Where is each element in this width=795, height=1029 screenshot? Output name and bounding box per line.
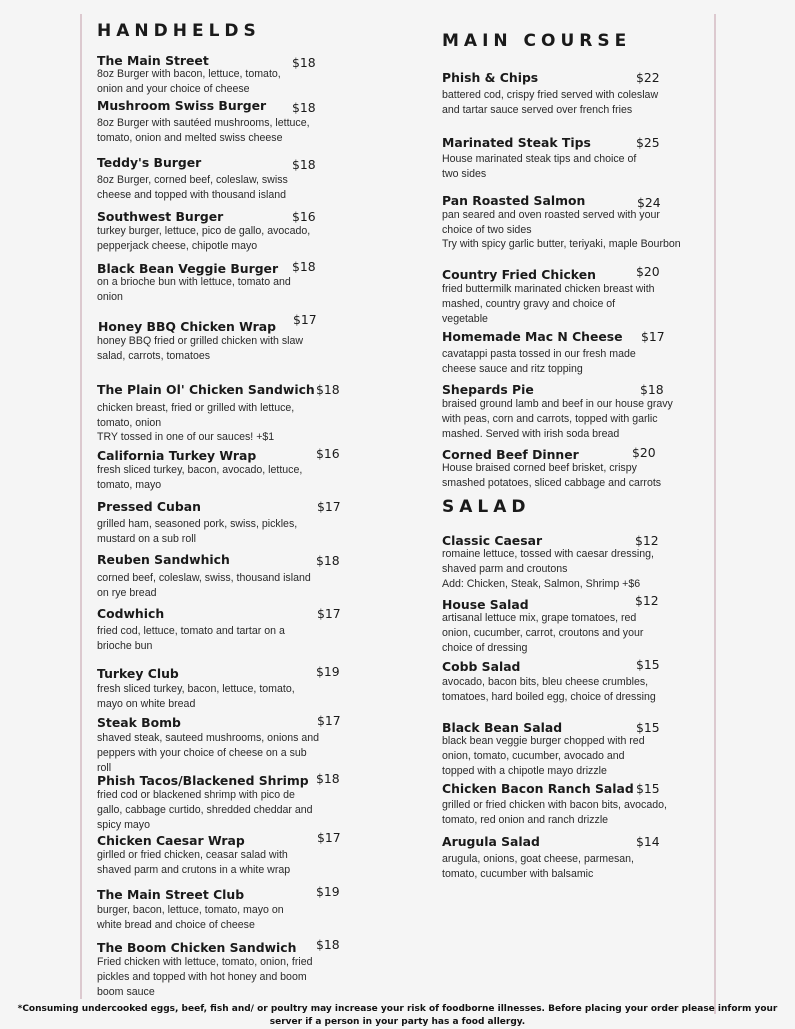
menu-item-note: TRY tossed in one of our sauces! +$1 bbox=[97, 431, 275, 443]
menu-item-name: Turkey Club bbox=[97, 666, 179, 681]
menu-item-price: $19 bbox=[316, 884, 340, 899]
menu-item-note: Try with spicy garlic butter, teriyaki, maple Bourbon bbox=[442, 238, 681, 250]
menu-item-price: $17 bbox=[293, 312, 317, 327]
menu-item-description: battered cod, crispy fried served with coleslaw and tartar sauce served over french fries bbox=[442, 89, 659, 116]
menu-item-name: Marinated Steak Tips bbox=[442, 135, 591, 150]
menu-item-name: California Turkey Wrap bbox=[97, 448, 257, 463]
menu-item-name: The Main Street bbox=[97, 53, 209, 68]
menu-item-price: $17 bbox=[317, 830, 341, 845]
allergy-disclaimer: *Consuming undercooked eggs, beef, fish and/ or poultry may increase your risk of foodborne illnesses. Before placing your order please inform your server if a person in your party has a food allergy. bbox=[17, 1004, 778, 1027]
menu-item-name: Reuben Sandwhich bbox=[97, 552, 230, 567]
menu-item-name: Honey BBQ Chicken Wrap bbox=[98, 319, 276, 334]
menu-item-description: fresh sliced turkey, bacon, avocado, lettuce, tomato, mayo bbox=[97, 464, 303, 491]
menu-item-description: braised ground lamb and beef in our house gravy with peas, corn and carrots, topped with garlic mashed. Served with irish soda bread bbox=[442, 398, 673, 440]
menu-item-price: $18 bbox=[316, 937, 340, 952]
menu-item-description: pan seared and oven roasted served with your choice of two sides bbox=[442, 209, 660, 236]
menu-item-price: $16 bbox=[292, 209, 316, 224]
menu-item-description: burger, bacon, lettuce, tomato, mayo on white bread and choice of cheese bbox=[97, 904, 284, 931]
menu-item-name: Steak Bomb bbox=[97, 715, 181, 730]
menu-item-name: Classic Caesar bbox=[442, 533, 543, 548]
menu-item-name: The Main Street Club bbox=[97, 887, 245, 902]
menu-item-name: House Salad bbox=[442, 597, 529, 612]
menu-item-name: Teddy's Burger bbox=[97, 155, 202, 170]
left-divider-line bbox=[80, 14, 82, 999]
menu-item-name: Pressed Cuban bbox=[97, 499, 201, 514]
menu-item-price: $18 bbox=[292, 157, 316, 172]
menu-item-name: Phish & Chips bbox=[442, 70, 539, 85]
menu-item-description: fried buttermilk marinated chicken breast with mashed, country gravy and choice of vegetable bbox=[442, 283, 655, 325]
menu-item-price: $25 bbox=[636, 135, 660, 150]
menu-item-name: Chicken Bacon Ranch Salad bbox=[442, 781, 634, 796]
menu-item-description: Fried chicken with lettuce, tomato, onion, fried pickles and topped with hot honey and boom boom sauce bbox=[97, 956, 313, 998]
handhelds-heading: HANDHELDS bbox=[97, 21, 261, 41]
menu-item-note: Add: Chicken, Steak, Salmon, Shrimp +$6 bbox=[442, 578, 641, 590]
menu-item-price: $12 bbox=[635, 593, 659, 608]
menu-item-description: fried cod, lettuce, tomato and tartar on a brioche bun bbox=[97, 625, 285, 652]
menu-item-description: cavatappi pasta tossed in our fresh made cheese sauce and ritz topping bbox=[442, 348, 636, 375]
menu-item-price: $15 bbox=[636, 720, 660, 735]
menu-item-name: Southwest Burger bbox=[97, 209, 224, 224]
menu-item-description: black bean veggie burger chopped with red onion, tomato, cucumber, avocado and topped with a chipotle mayo drizzle bbox=[442, 735, 645, 777]
menu-item-price: $18 bbox=[292, 100, 316, 115]
menu-item-name: Homemade Mac N Cheese bbox=[442, 329, 623, 344]
menu-item-description: avocado, bacon bits, bleu cheese crumbles, tomatoes, hard boiled egg, choice of dressing bbox=[442, 676, 656, 703]
menu-item-price: $14 bbox=[636, 834, 660, 849]
menu-item-name: The Plain Ol' Chicken Sandwich bbox=[97, 382, 315, 397]
menu-item-name: Codwhich bbox=[97, 606, 165, 621]
menu-item-price: $20 bbox=[636, 264, 660, 279]
menu-item-description: fresh sliced turkey, bacon, lettuce, tomato, mayo on white bread bbox=[97, 683, 295, 710]
menu-item-price: $15 bbox=[636, 781, 660, 796]
menu-item-description: House marinated steak tips and choice of two sides bbox=[442, 153, 637, 180]
menu-item-price: $20 bbox=[632, 445, 656, 460]
menu-item-price: $18 bbox=[316, 553, 340, 568]
menu-item-description: on a brioche bun with lettuce, tomato and onion bbox=[97, 276, 291, 303]
menu-item-price: $16 bbox=[316, 446, 340, 461]
menu-item-price: $18 bbox=[316, 382, 340, 397]
menu-item-price: $17 bbox=[317, 499, 341, 514]
menu-item-description: girlled or fried chicken, ceasar salad with shaved parm and crutons in a white wrap bbox=[97, 849, 291, 876]
menu-item-name: Cobb Salad bbox=[442, 659, 521, 674]
menu-item-description: turkey burger, lettuce, pico de gallo, avocado, pepperjack cheese, chipotle mayo bbox=[97, 225, 311, 252]
menu-item-description: arugula, onions, goat cheese, parmesan, tomato, cucumber with balsamic bbox=[442, 853, 634, 880]
menu-item-description: corned beef, coleslaw, swiss, thousand island on rye bread bbox=[97, 572, 311, 599]
main-course-heading: MAIN COURSE bbox=[442, 31, 632, 51]
menu-item-name: Black Bean Salad bbox=[442, 720, 563, 735]
menu-item-name: The Boom Chicken Sandwich bbox=[97, 940, 297, 955]
menu-item-price: $22 bbox=[636, 70, 660, 85]
menu-item-name: Arugula Salad bbox=[442, 834, 540, 849]
menu-item-name: Corned Beef Dinner bbox=[442, 447, 579, 462]
menu-item-price: $19 bbox=[316, 664, 340, 679]
menu-item-name: Chicken Caesar Wrap bbox=[97, 833, 245, 848]
menu-item-name: Shepards Pie bbox=[442, 382, 534, 397]
menu-item-name: Phish Tacos/Blackened Shrimp bbox=[97, 773, 309, 788]
menu-item-price: $17 bbox=[317, 606, 341, 621]
menu-item-price: $17 bbox=[641, 329, 665, 344]
menu-item-price: $12 bbox=[635, 533, 659, 548]
right-divider-line bbox=[714, 14, 716, 1014]
menu-item-description: honey BBQ fried or grilled chicken with slaw salad, carrots, tomatoes bbox=[97, 335, 304, 362]
menu-item-price: $15 bbox=[636, 657, 660, 672]
menu-item-description: grilled ham, seasoned pork, swiss, pickles, mustard on a sub roll bbox=[97, 518, 298, 545]
menu-item-price: $18 bbox=[292, 55, 316, 70]
menu-item-description: 8oz Burger with sautéed mushrooms, lettuce, tomato, onion and melted swiss cheese bbox=[97, 117, 310, 144]
menu-item-description: 8oz Burger, corned beef, coleslaw, swiss cheese and topped with thousand island bbox=[97, 174, 288, 201]
menu-item-description: artisanal lettuce mix, grape tomatoes, red onion, cucumber, carrot, croutons and your choice of dressing bbox=[442, 612, 644, 654]
menu-item-name: Country Fried Chicken bbox=[442, 267, 596, 282]
menu-item-description: 8oz Burger with bacon, lettuce, tomato, onion and your choice of cheese bbox=[97, 68, 281, 95]
menu-item-price: $18 bbox=[316, 771, 340, 786]
menu-item-name: Mushroom Swiss Burger bbox=[97, 98, 267, 113]
menu-item-description: fried cod or blackened shrimp with pico de gallo, cabbage curtido, shredded cheddar and spicy mayo bbox=[97, 789, 313, 831]
menu-item-description: House braised corned beef brisket, crispy smashed potatoes, sliced cabbage and carrots bbox=[442, 462, 662, 489]
menu-item-description: shaved steak, sauteed mushrooms, onions and peppers with your choice of cheese on a sub roll bbox=[97, 732, 320, 774]
menu-item-name: Pan Roasted Salmon bbox=[442, 193, 586, 208]
menu-item-price: $17 bbox=[317, 713, 341, 728]
menu-item-description: grilled or fried chicken with bacon bits, avocado, tomato, red onion and ranch drizzle bbox=[442, 799, 667, 826]
salad-heading: SALAD bbox=[442, 497, 531, 517]
menu-item-description: romaine lettuce, tossed with caesar dressing, shaved parm and croutons bbox=[442, 548, 654, 575]
menu-item-name: Black Bean Veggie Burger bbox=[97, 261, 279, 276]
menu-item-price: $24 bbox=[637, 195, 661, 210]
menu-item-price: $18 bbox=[640, 382, 664, 397]
menu-item-description: chicken breast, fried or grilled with lettuce, tomato, onion bbox=[97, 402, 295, 429]
menu-item-price: $18 bbox=[292, 259, 316, 274]
